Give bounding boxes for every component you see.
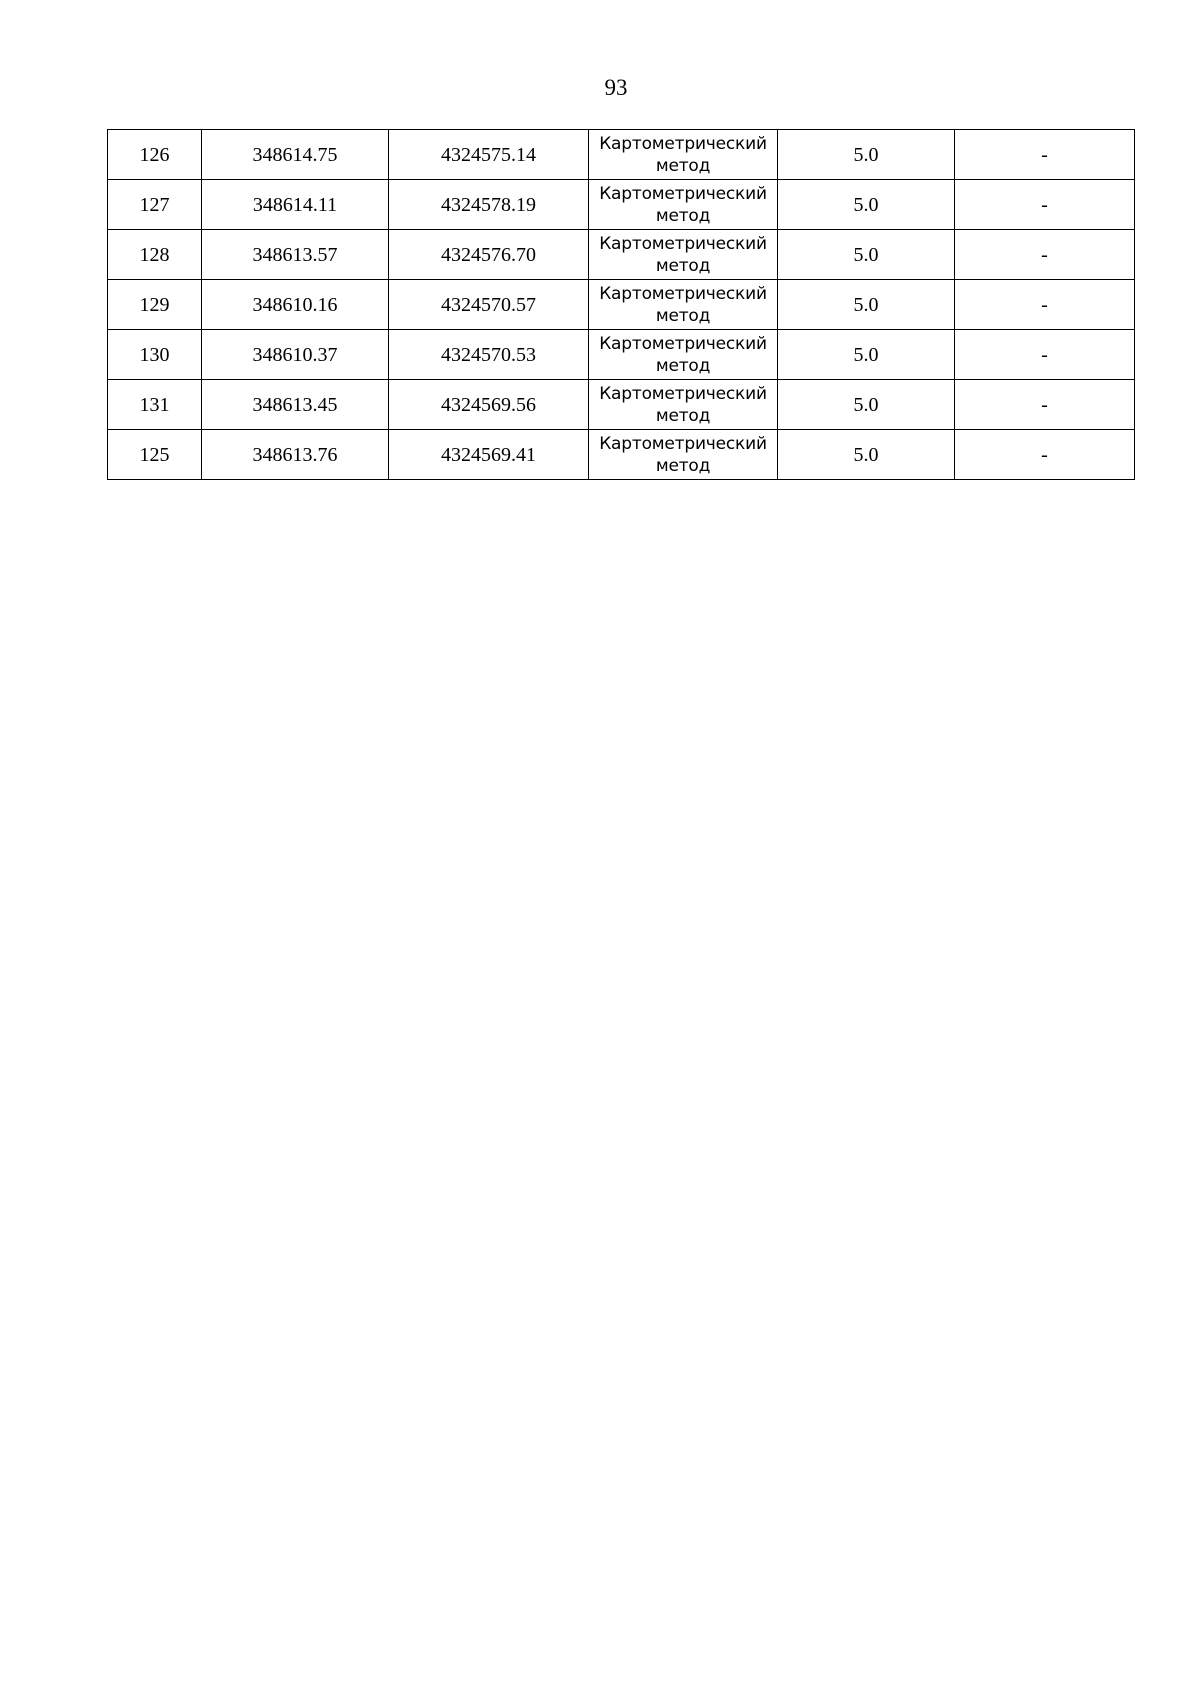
note-cell: - bbox=[955, 380, 1135, 430]
accuracy-cell: 5.0 bbox=[778, 230, 955, 280]
y-coordinate-cell: 4324576.70 bbox=[389, 230, 589, 280]
point-number-cell: 126 bbox=[108, 130, 202, 180]
point-number-cell: 127 bbox=[108, 180, 202, 230]
table-row bbox=[108, 330, 1135, 380]
method-text: Картометрический метод bbox=[599, 333, 767, 376]
table-row bbox=[108, 180, 1135, 230]
x-coordinate-cell: 348613.57 bbox=[202, 230, 389, 280]
y-coordinate-cell: 4324578.19 bbox=[389, 180, 589, 230]
note-cell: - bbox=[955, 430, 1135, 480]
point-number-cell: 128 bbox=[108, 230, 202, 280]
method-cell bbox=[589, 130, 778, 180]
method-text: Картометрический метод bbox=[599, 233, 767, 276]
method-cell bbox=[589, 430, 778, 480]
coordinates-table bbox=[107, 129, 1135, 480]
note-cell: - bbox=[955, 230, 1135, 280]
x-coordinate-cell: 348614.75 bbox=[202, 130, 389, 180]
method-cell bbox=[589, 230, 778, 280]
note-cell: - bbox=[955, 180, 1135, 230]
y-coordinate-cell: 4324575.14 bbox=[389, 130, 589, 180]
accuracy-cell: 5.0 bbox=[778, 130, 955, 180]
method-text: Картометрический метод bbox=[599, 433, 767, 476]
accuracy-cell: 5.0 bbox=[778, 180, 955, 230]
method-cell bbox=[589, 380, 778, 430]
y-coordinate-cell: 4324569.41 bbox=[389, 430, 589, 480]
table-row bbox=[108, 280, 1135, 330]
y-coordinate-cell: 4324570.57 bbox=[389, 280, 589, 330]
point-number-cell: 129 bbox=[108, 280, 202, 330]
method-text: Картометрический метод bbox=[599, 133, 767, 176]
point-number-cell: 130 bbox=[108, 330, 202, 380]
accuracy-cell: 5.0 bbox=[778, 280, 955, 330]
note-cell: - bbox=[955, 130, 1135, 180]
method-text: Картометрический метод bbox=[599, 183, 767, 226]
accuracy-cell: 5.0 bbox=[778, 330, 955, 380]
note-cell: - bbox=[955, 280, 1135, 330]
point-number-cell: 131 bbox=[108, 380, 202, 430]
method-cell bbox=[589, 280, 778, 330]
point-number-cell: 125 bbox=[108, 430, 202, 480]
accuracy-cell: 5.0 bbox=[778, 380, 955, 430]
y-coordinate-cell: 4324569.56 bbox=[389, 380, 589, 430]
method-text: Картометрический метод bbox=[599, 383, 767, 426]
table-row bbox=[108, 130, 1135, 180]
table-row bbox=[108, 430, 1135, 480]
y-coordinate-cell: 4324570.53 bbox=[389, 330, 589, 380]
note-cell: - bbox=[955, 330, 1135, 380]
x-coordinate-cell: 348610.16 bbox=[202, 280, 389, 330]
accuracy-cell: 5.0 bbox=[778, 430, 955, 480]
method-cell bbox=[589, 180, 778, 230]
method-text: Картометрический метод bbox=[599, 283, 767, 326]
page-number: 93 bbox=[604, 75, 628, 100]
table-row bbox=[108, 230, 1135, 280]
x-coordinate-cell: 348610.37 bbox=[202, 330, 389, 380]
x-coordinate-cell: 348614.11 bbox=[202, 180, 389, 230]
method-cell bbox=[589, 330, 778, 380]
table-row bbox=[108, 380, 1135, 430]
x-coordinate-cell: 348613.45 bbox=[202, 380, 389, 430]
x-coordinate-cell: 348613.76 bbox=[202, 430, 389, 480]
